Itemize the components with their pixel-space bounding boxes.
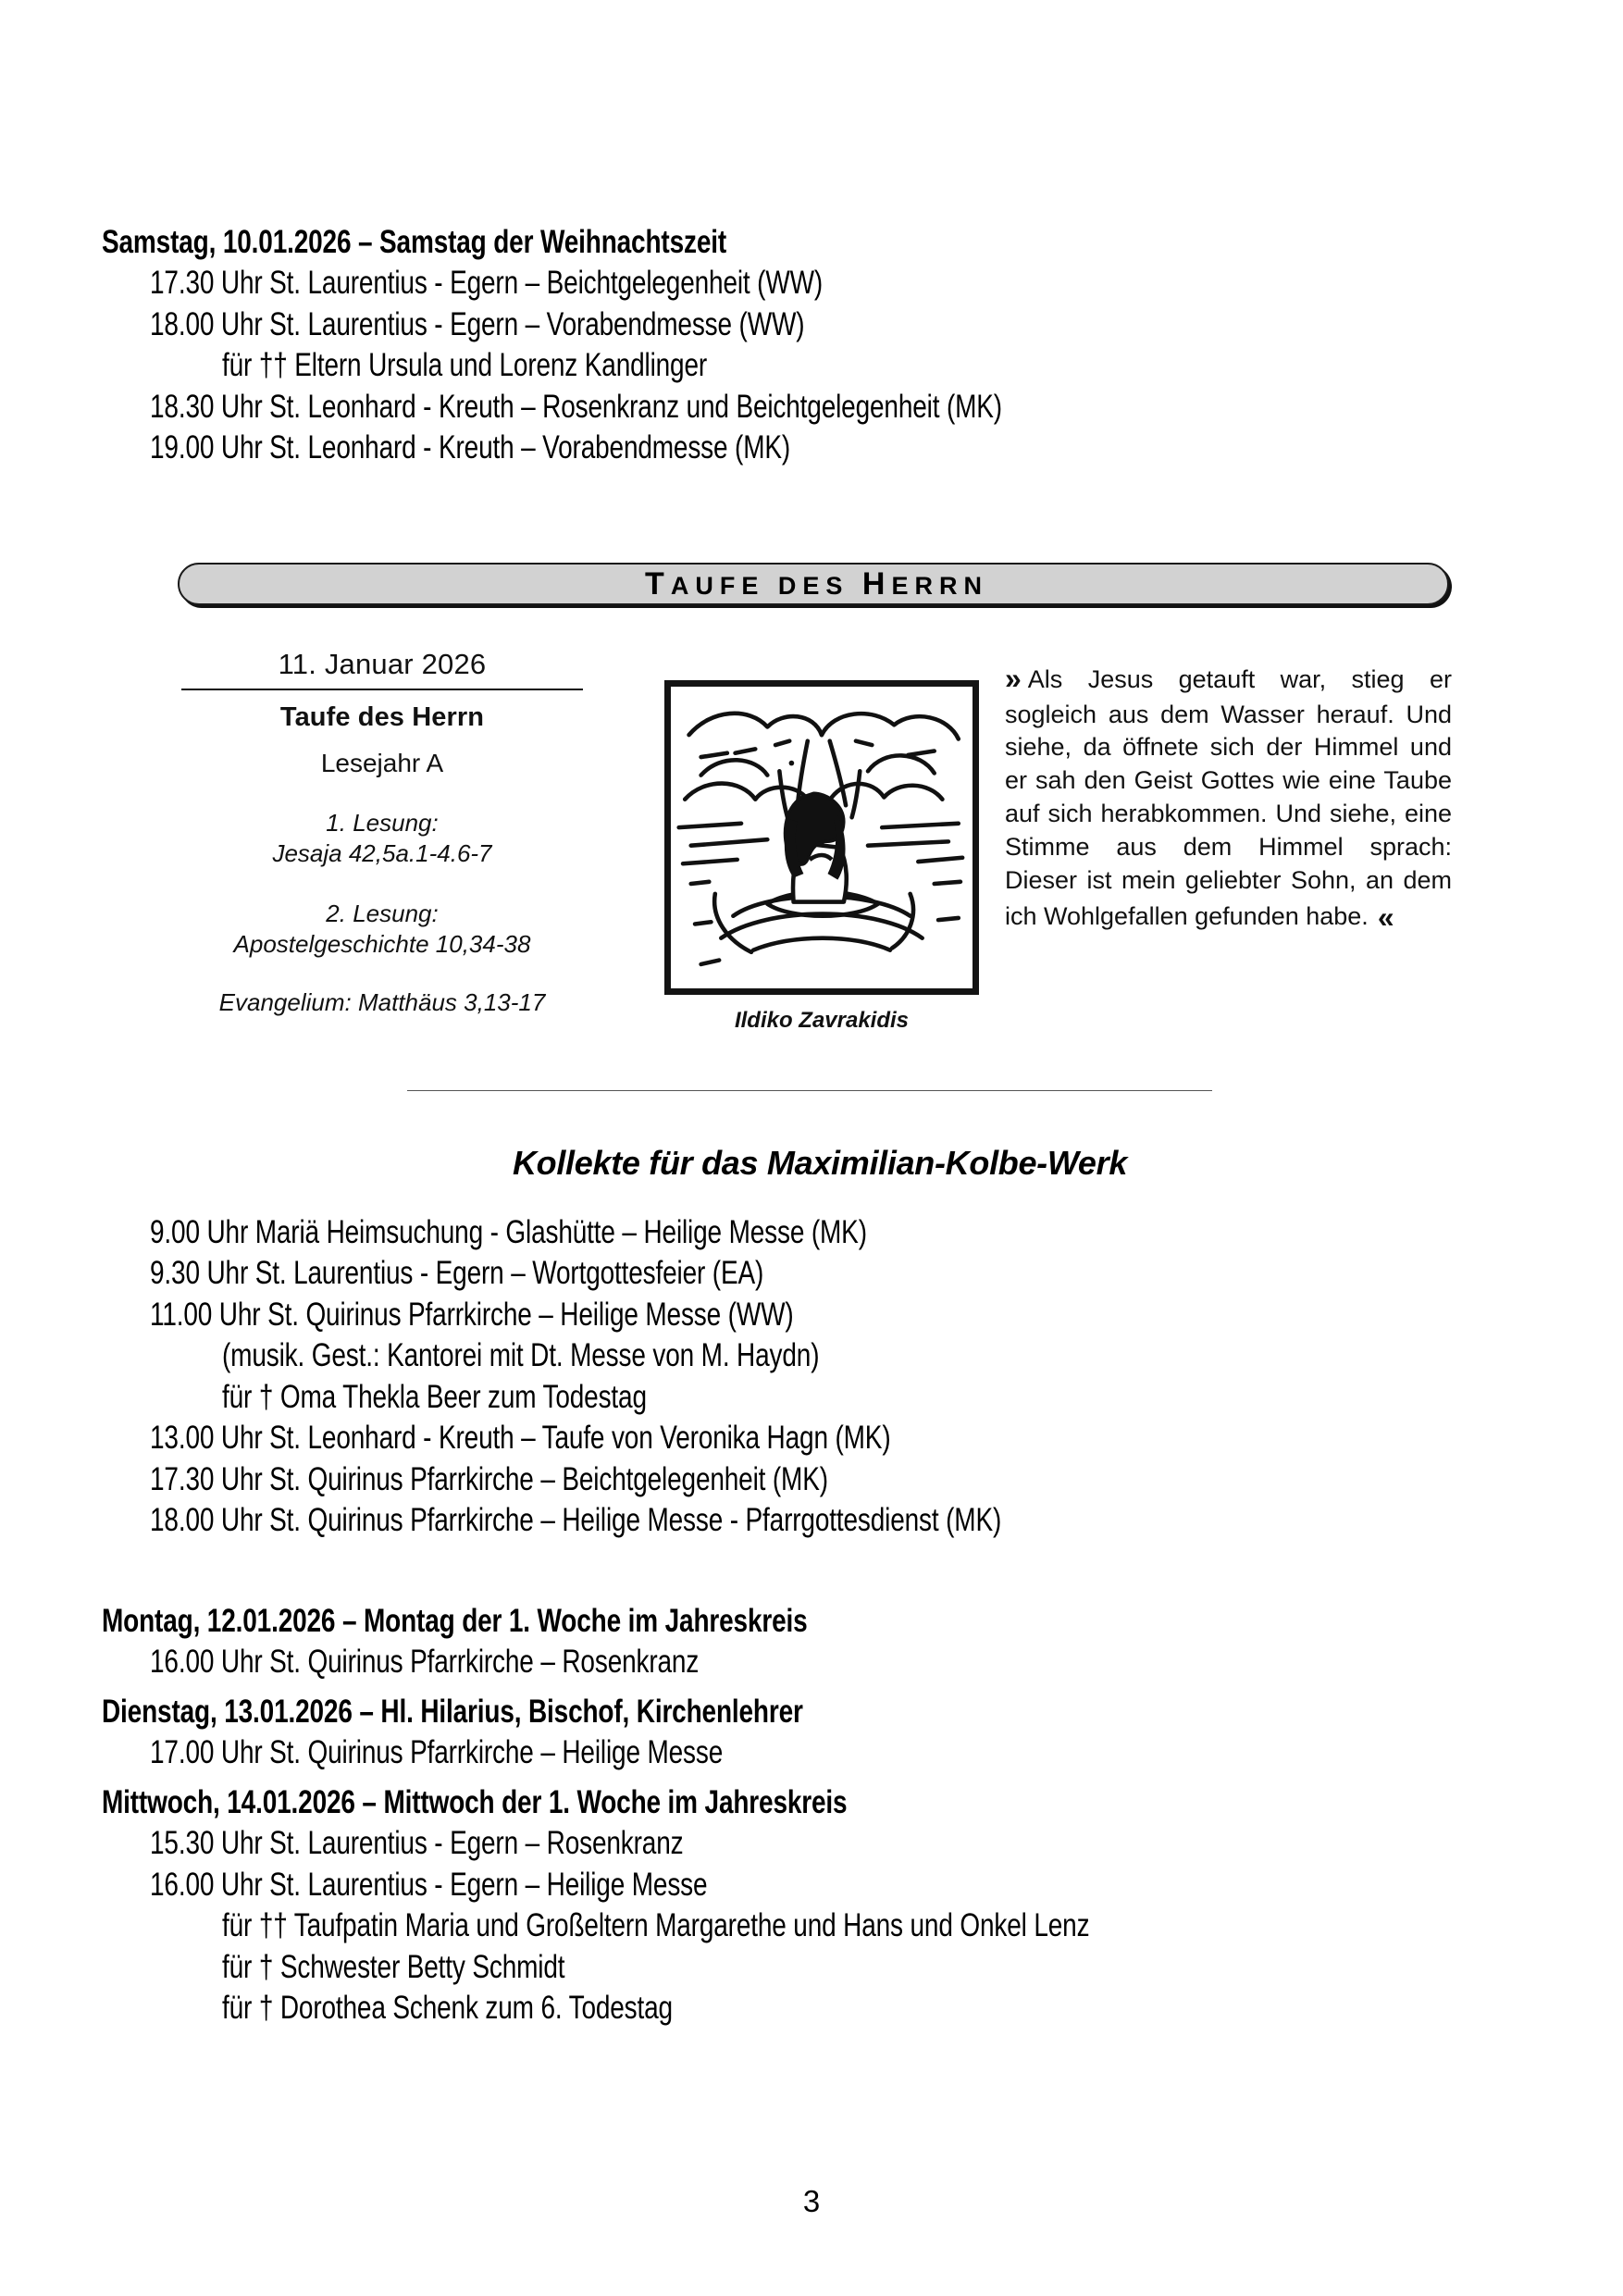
service-line-text: 18.00 Uhr St. Quirinus Pfarrkirche – Heilige Messe - Pfarrgottesdienst (MK) (150, 1502, 1002, 1539)
weekday-heading (102, 1782, 1545, 1823)
service-line-text: 18.30 Uhr St. Leonhard - Kreuth – Rosenkranz und Beichtgelegenheit (MK) (150, 388, 1002, 425)
service-line-text: 19.00 Uhr St. Leonhard - Kreuth – Vorabendmesse (MK) (150, 429, 791, 466)
reading-1-label: 1. Lesung: (326, 809, 439, 837)
saturday-heading (102, 222, 1527, 263)
weekday-heading-text: Dienstag, 13.01.2026 – Hl. Hilarius, Bischof, Kirchenlehrer (102, 1693, 803, 1730)
block-spacer (102, 1774, 1545, 1782)
banner-title-letter: U (695, 571, 720, 600)
service-line-text: für †† Eltern Ursula und Lorenz Kandlinger (222, 347, 708, 384)
illustration-artist: Ildiko Zavrakidis (734, 1008, 910, 1033)
service-line (102, 1459, 1545, 1500)
banner-title-letter: R (914, 571, 939, 600)
service-line (102, 428, 1527, 468)
service-line-text: 17.30 Uhr St. Laurentius - Egern – Beichtgelegenheit (WW) (150, 265, 824, 302)
service-line (102, 1732, 1545, 1773)
liturgy-divider (181, 689, 583, 690)
service-line (102, 1418, 1545, 1458)
service-line (102, 1500, 1545, 1541)
banner-title-letter: H (861, 565, 892, 602)
service-line-text: 17.30 Uhr St. Quirinus Pfarrkirche – Beichtgelegenheit (MK) (150, 1460, 828, 1497)
gospel-quote (1005, 659, 1452, 937)
banner-title-letter: A (670, 571, 696, 600)
block-spacer (102, 1683, 1545, 1692)
quote-text: Als Jesus getauft war, stieg er sogleich aus dem Wasser herauf. Und siehe, da öffnete sich der Himmel und er sah den Geist Gottes wie eine Taube auf sich herabkommen. Und siehe, eine Stimme aus dem Himmel sprach: Dieser ist mein geliebter Sohn, an dem ich Wohlgefallen gefunden habe. (1005, 665, 1452, 930)
liturgy-panel (165, 648, 600, 1017)
service-line-text: für † Dorothea Schenk zum 6. Todestag (222, 1989, 673, 2026)
liturgy-cycle: Lesejahr A (320, 749, 444, 777)
baptism-illustration-icon (664, 680, 979, 995)
service-line (102, 1823, 1545, 1864)
service-line (102, 1988, 1545, 2029)
quote-open-mark: » (1005, 662, 1017, 695)
service-line (102, 345, 1527, 386)
liturgy-feast: Taufe des Herrn (279, 702, 485, 732)
feast-banner-title (638, 566, 988, 602)
banner-title-letter: E (891, 571, 915, 600)
service-line (102, 304, 1527, 345)
sunday-block (102, 1212, 1545, 1542)
service-line (102, 1377, 1545, 1418)
banner-title-letter (764, 572, 778, 600)
reading-1-reference: Jesaja 42,5a.1-4.6-7 (272, 838, 492, 867)
service-line-text: (musik. Gest.: Kantorei mit Dt. Messe von M. Haydn) (222, 1337, 820, 1374)
banner-title-letter: D (777, 571, 803, 600)
service-line-text: 16.00 Uhr St. Laurentius - Egern – Heilige Messe (150, 1866, 708, 1903)
service-line-text: für †† Taufpatin Maria und Großeltern Margarethe und Hans und Onkel Lenz (222, 1907, 1090, 1944)
banner-title-letter: E (802, 571, 826, 600)
gospel-reference: Evangelium: Matthäus 3,13-17 (218, 987, 546, 1016)
quote-close-mark: « (1377, 900, 1390, 934)
banner-title-letter: R (938, 571, 964, 600)
sunday-service-list (102, 1212, 1545, 1542)
service-line (102, 1947, 1545, 1988)
service-line-text: 15.30 Uhr St. Laurentius - Egern – Rosenkranz (150, 1825, 684, 1862)
service-line (102, 1642, 1545, 1682)
saturday-block (102, 222, 1527, 469)
page-number: 3 (802, 2184, 821, 2218)
weekday-heading (102, 1601, 1545, 1642)
service-line-text: 18.00 Uhr St. Laurentius - Egern – Vorabendmesse (WW) (150, 305, 805, 342)
section-divider (407, 1090, 1212, 1091)
weekday-block (102, 1782, 1545, 2029)
illustration-block (664, 680, 979, 1034)
service-line-text: 11.00 Uhr St. Quirinus Pfarrkirche – Heilige Messe (WW) (150, 1296, 794, 1333)
banner-title-letter: S (825, 571, 849, 600)
service-line (102, 263, 1527, 304)
service-line-text: 16.00 Uhr St. Quirinus Pfarrkirche – Rosenkranz (150, 1644, 700, 1681)
reading-2-reference: Apostelgeschichte 10,34-38 (233, 929, 531, 958)
banner-title-letter: T (645, 565, 671, 602)
weekday-heading-text: Mittwoch, 14.01.2026 – Mittwoch der 1. Woche im Jahreskreis (102, 1783, 848, 1820)
weekday-heading-text: Montag, 12.01.2026 – Montag der 1. Woche im Jahreskreis (102, 1603, 808, 1639)
banner-title-letter: N (963, 571, 988, 600)
service-line (102, 1212, 1545, 1253)
service-line (102, 387, 1527, 428)
liturgy-reading-1 (165, 808, 600, 869)
saturday-heading-text: Samstag, 10.01.2026 – Samstag der Weihnachtszeit (102, 224, 727, 260)
service-line-text: 9.30 Uhr St. Laurentius - Egern – Wortgottesfeier (EA) (150, 1255, 764, 1292)
banner-title-letter (849, 572, 862, 600)
feast-banner-pill (178, 563, 1449, 605)
weekday-block (102, 1601, 1545, 1683)
feast-banner (178, 563, 1449, 605)
service-line (102, 1865, 1545, 1905)
weekday-heading (102, 1692, 1545, 1732)
weekday-block (102, 1692, 1545, 1774)
saturday-service-list (102, 263, 1527, 468)
service-line-text: 13.00 Uhr St. Leonhard - Kreuth – Taufe von Veronika Hagn (MK) (150, 1420, 891, 1457)
service-line-text: für † Oma Thekla Beer zum Todestag (222, 1378, 647, 1415)
service-line-text: für † Schwester Betty Schmidt (222, 1948, 565, 1985)
liturgy-reading-2 (165, 899, 600, 960)
service-line-text: 17.00 Uhr St. Quirinus Pfarrkirche – Heilige Messe (150, 1734, 724, 1771)
weekday-blocks (102, 1601, 1545, 2029)
service-line-text: 9.00 Uhr Mariä Heimsuchung - Glashütte – Heilige Messe (MK) (150, 1214, 867, 1250)
service-line (102, 1295, 1545, 1335)
service-line (102, 1253, 1545, 1294)
liturgy-date: 11. Januar 2026 (278, 648, 487, 680)
service-line (102, 1905, 1545, 1946)
banner-title-letter: F (719, 571, 742, 600)
service-line (102, 1335, 1545, 1376)
collection-heading: Kollekte für das Maximilian-Kolbe-Werk (512, 1144, 1128, 1182)
reading-2-label: 2. Lesung: (326, 900, 439, 928)
banner-title-letter: E (741, 571, 765, 600)
